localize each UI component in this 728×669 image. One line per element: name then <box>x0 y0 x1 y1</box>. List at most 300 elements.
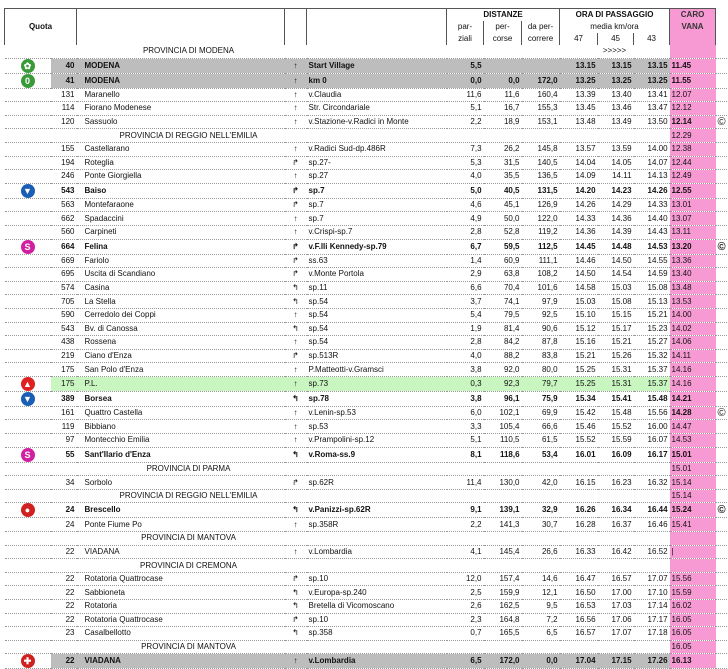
carovana-time: 11.55 <box>670 73 716 88</box>
locality: Borsea <box>77 391 285 406</box>
carovana-time: 14.06 <box>670 336 716 350</box>
road: v.Europa-sp.240 <box>307 586 447 600</box>
km-percorse: 145,4 <box>484 545 522 559</box>
locality: Ciano d'Enza <box>77 349 285 363</box>
km-da-percorrere: 83,8 <box>522 349 560 363</box>
copyright-mark <box>716 225 728 239</box>
time-47: 16.57 <box>560 627 598 641</box>
time-47: 13.57 <box>560 142 598 156</box>
time-45: 16.37 <box>598 518 634 532</box>
timetable <box>4 8 728 669</box>
province-name: PROVINCIA DI MANTOVA <box>5 532 285 546</box>
km-parziali: 0,7 <box>447 627 484 641</box>
copyright-mark <box>716 627 728 641</box>
time-45: 13.25 <box>598 73 634 88</box>
direction-left-icon: ↰ <box>285 503 307 518</box>
sprint-icon: S <box>21 240 35 254</box>
copyright-mark <box>716 654 728 669</box>
copyright-mark: © <box>716 503 728 518</box>
copyright-mark <box>716 268 728 282</box>
province-name: PROVINCIA DI PARMA <box>5 462 285 476</box>
time-45: 13.59 <box>598 142 634 156</box>
icon-cell <box>5 239 51 254</box>
km-parziali: 5,1 <box>447 434 484 448</box>
time-45: 17.15 <box>598 654 634 669</box>
table-row <box>5 349 728 363</box>
time-47: 14.04 <box>560 156 598 170</box>
direction-right-icon: ↱ <box>285 476 307 490</box>
km-da-percorrere <box>522 58 560 73</box>
copyright-mark <box>716 518 728 532</box>
road: km 0 <box>307 73 447 88</box>
time-43: 14.33 <box>634 198 670 212</box>
km-parziali: 11,4 <box>447 476 484 490</box>
table-row <box>5 613 728 627</box>
icon-cell <box>5 545 51 559</box>
carovana-time <box>670 532 716 546</box>
km-da-percorrere: 14,6 <box>522 572 560 586</box>
km-da-percorrere: 160,4 <box>522 88 560 102</box>
time-47: 13.45 <box>560 102 598 116</box>
copyright-mark <box>716 572 728 586</box>
time-45: 14.36 <box>598 212 634 226</box>
carovana-time: 14.16 <box>670 363 716 377</box>
km-percorse: 118,6 <box>484 447 522 462</box>
road: v.Lombardia <box>307 654 447 669</box>
time-45: 16.57 <box>598 572 634 586</box>
time-43: 15.56 <box>634 406 670 420</box>
table-row <box>5 88 728 102</box>
empty-cell <box>285 640 560 654</box>
table-row <box>5 572 728 586</box>
header-percorse-1: per- <box>484 21 522 33</box>
km-da-percorrere: 90,6 <box>522 322 560 336</box>
province-name: PROVINCIA DI CREMONA <box>5 559 285 573</box>
direction-straight-icon: ↑ <box>285 308 307 322</box>
carovana-time: 13.20 <box>670 239 716 254</box>
km-parziali: 2,8 <box>447 336 484 350</box>
road: v.Prampolini-sp.12 <box>307 434 447 448</box>
km-percorse: 50,0 <box>484 212 522 226</box>
time-45: 13.46 <box>598 102 634 116</box>
province-row <box>5 489 728 503</box>
time-45: 15.03 <box>598 281 634 295</box>
direction-straight-icon: ↑ <box>285 545 307 559</box>
copyright-mark <box>716 391 728 406</box>
icon-cell <box>5 654 51 669</box>
table-row <box>5 447 728 462</box>
time-43: 15.32 <box>634 349 670 363</box>
direction-straight-icon: ↑ <box>285 115 307 129</box>
icon-cell <box>5 376 51 391</box>
km-percorse: 164,8 <box>484 613 522 627</box>
icon-cell <box>5 281 51 295</box>
km-percorse: 141,3 <box>484 518 522 532</box>
carovana-time: 14.16 <box>670 376 716 391</box>
carovana-time: 13.48 <box>670 281 716 295</box>
road: v.Stazione-v.Radici in Monte <box>307 115 447 129</box>
time-47: 16.26 <box>560 503 598 518</box>
km-percorse: 16,7 <box>484 102 522 116</box>
carovana-time: 14.53 <box>670 434 716 448</box>
carovana-time: 12.07 <box>670 88 716 102</box>
icon-cell <box>5 212 51 226</box>
icon-cell <box>5 600 51 614</box>
locality: Sassuolo <box>77 115 285 129</box>
time-47: 15.12 <box>560 322 598 336</box>
road: sp.27 <box>307 170 447 184</box>
carovana-time <box>670 45 716 58</box>
quota: 175 <box>51 363 77 377</box>
carovana-time: 12.44 <box>670 156 716 170</box>
copyright-mark <box>716 254 728 268</box>
sponsor-icon: ● <box>21 503 35 517</box>
direction-left-icon: ↰ <box>285 391 307 406</box>
carovana-time: 14.02 <box>670 322 716 336</box>
copyright-mark <box>716 102 728 116</box>
locality: Sant'Ilario d'Enza <box>77 447 285 462</box>
locality: Spadaccini <box>77 212 285 226</box>
table-row <box>5 225 728 239</box>
km-percorse: 79,5 <box>484 308 522 322</box>
km-percorse: 157,4 <box>484 572 522 586</box>
km-da-percorrere: 145,8 <box>522 142 560 156</box>
km-da-percorrere: 0,0 <box>522 654 560 669</box>
road: P.Matteotti-v.Gramsci <box>307 363 447 377</box>
direction-straight-icon: ↑ <box>285 73 307 88</box>
direction-left-icon: ↰ <box>285 600 307 614</box>
locality: San Polo d'Enza <box>77 363 285 377</box>
time-47: 14.09 <box>560 170 598 184</box>
time-47: 13.39 <box>560 88 598 102</box>
carovana-time: 13.40 <box>670 268 716 282</box>
km-parziali: 5,3 <box>447 156 484 170</box>
time-45: 13.40 <box>598 88 634 102</box>
time-43: 15.37 <box>634 376 670 391</box>
time-47: 15.42 <box>560 406 598 420</box>
direction-straight-icon: ↑ <box>285 363 307 377</box>
km-parziali: 4,9 <box>447 212 484 226</box>
copyright-mark <box>716 336 728 350</box>
km-parziali: 2,3 <box>447 613 484 627</box>
time-43: 16.46 <box>634 518 670 532</box>
road: sp.78 <box>307 391 447 406</box>
quota: 574 <box>51 281 77 295</box>
locality: Rotatoria Quattrocase <box>77 613 285 627</box>
km-parziali: 3,3 <box>447 420 484 434</box>
route-timetable <box>4 8 728 669</box>
quota: 194 <box>51 156 77 170</box>
locality: Sabbioneta <box>77 586 285 600</box>
direction-right-icon: ↱ <box>285 572 307 586</box>
icon-cell <box>5 73 51 88</box>
quota: 560 <box>51 225 77 239</box>
time-47: 16.53 <box>560 600 598 614</box>
km-percorse: 81,4 <box>484 322 522 336</box>
km-da-percorrere: 140,5 <box>522 156 560 170</box>
time-45: 15.52 <box>598 420 634 434</box>
table-row <box>5 254 728 268</box>
direction-right-icon: ↱ <box>285 268 307 282</box>
quota: 155 <box>51 142 77 156</box>
copyright-mark <box>716 434 728 448</box>
km-percorse: 84,2 <box>484 336 522 350</box>
copyright-mark <box>716 281 728 295</box>
km-da-percorrere: 79,7 <box>522 376 560 391</box>
direction-note <box>560 640 670 654</box>
table-row <box>5 336 728 350</box>
empty-cell <box>285 45 560 58</box>
copyright-mark <box>716 88 728 102</box>
road: sp.358 <box>307 627 447 641</box>
km-parziali: 7,3 <box>447 142 484 156</box>
quota: 131 <box>51 88 77 102</box>
icon-cell <box>5 183 51 198</box>
time-45: 15.31 <box>598 363 634 377</box>
locality: MODENA <box>77 58 285 73</box>
time-47: 14.45 <box>560 239 598 254</box>
carovana-time: 12.38 <box>670 142 716 156</box>
quota: 695 <box>51 268 77 282</box>
carovana-time <box>670 559 716 573</box>
icon-cell <box>5 363 51 377</box>
province-row <box>5 559 728 573</box>
direction-right-icon: ↱ <box>285 198 307 212</box>
copyright-mark <box>716 142 728 156</box>
km-parziali: 8,1 <box>447 447 484 462</box>
time-43: 14.55 <box>634 254 670 268</box>
time-43: 13.50 <box>634 115 670 129</box>
km-percorse: 92,0 <box>484 363 522 377</box>
km-percorse: 70,4 <box>484 281 522 295</box>
carovana-time: 13.53 <box>670 295 716 309</box>
quota: 22 <box>51 613 77 627</box>
time-47: 16.33 <box>560 545 598 559</box>
locality: Ponte Giorgiella <box>77 170 285 184</box>
road: sp.27- <box>307 156 447 170</box>
locality: Fariolo <box>77 254 285 268</box>
table-row <box>5 654 728 669</box>
km-da-percorrere: 32,9 <box>522 503 560 518</box>
time-47: 15.46 <box>560 420 598 434</box>
start-icon: ✿ <box>21 59 35 73</box>
time-43: 15.13 <box>634 295 670 309</box>
time-47: 14.50 <box>560 268 598 282</box>
icon-cell <box>5 476 51 490</box>
locality: Fiorano Modenese <box>77 102 285 116</box>
km-percorse <box>484 58 522 73</box>
quota: 219 <box>51 349 77 363</box>
spacer <box>716 9 728 46</box>
province-row <box>5 129 728 143</box>
copyright-mark: © <box>716 406 728 420</box>
km-da-percorrere: 69,9 <box>522 406 560 420</box>
icon-cell <box>5 156 51 170</box>
table-row <box>5 420 728 434</box>
copyright-mark <box>716 212 728 226</box>
direction-straight-icon: ↑ <box>285 170 307 184</box>
icon-cell <box>5 225 51 239</box>
copyright-mark <box>716 349 728 363</box>
direction-straight-icon: ↑ <box>285 58 307 73</box>
carovana-time: 13.01 <box>670 198 716 212</box>
time-43: 17.10 <box>634 586 670 600</box>
km-parziali: 5,5 <box>447 58 484 73</box>
carovana-time: 14.00 <box>670 308 716 322</box>
icon-cell <box>5 447 51 462</box>
road: sp.358R <box>307 518 447 532</box>
km-percorse: 26,2 <box>484 142 522 156</box>
time-43: 14.13 <box>634 170 670 184</box>
time-45: 15.41 <box>598 391 634 406</box>
locality: Casina <box>77 281 285 295</box>
road: sp.7 <box>307 183 447 198</box>
km-da-percorrere: 42,0 <box>522 476 560 490</box>
icon-cell <box>5 572 51 586</box>
time-43: 17.07 <box>634 572 670 586</box>
locality: Cerredolo dei Coppi <box>77 308 285 322</box>
time-47: 16.56 <box>560 613 598 627</box>
empty-cell <box>716 559 728 573</box>
icon-cell <box>5 627 51 641</box>
province-row <box>5 532 728 546</box>
province-name: PROVINCIA DI REGGIO NELL'EMILIA <box>5 129 285 143</box>
time-43: 16.32 <box>634 476 670 490</box>
time-43: 14.59 <box>634 268 670 282</box>
km-parziali: 1,4 <box>447 254 484 268</box>
road: v.Radici Sud-dp.486R <box>307 142 447 156</box>
carovana-time: 11.45 <box>670 58 716 73</box>
icon-cell <box>5 170 51 184</box>
km-percorse: 130,0 <box>484 476 522 490</box>
carovana-time: 15.14 <box>670 489 716 503</box>
quota: 114 <box>51 102 77 116</box>
km-parziali: 2,5 <box>447 586 484 600</box>
carovana-time: 15.59 <box>670 586 716 600</box>
table-row <box>5 600 728 614</box>
carovana-time: 16.02 <box>670 600 716 614</box>
road: v.Panizzi-sp.62R <box>307 503 447 518</box>
km-parziali: 4,0 <box>447 170 484 184</box>
locality: VIADANA <box>77 545 285 559</box>
direction-straight-icon: ↑ <box>285 434 307 448</box>
km-da-percorrere: 80,0 <box>522 363 560 377</box>
km-parziali: 2,6 <box>447 600 484 614</box>
carovana-time: 15.01 <box>670 447 716 462</box>
road: v.Monte Portola <box>307 268 447 282</box>
table-row <box>5 518 728 532</box>
locality: Baiso <box>77 183 285 198</box>
time-47: 15.25 <box>560 363 598 377</box>
copyright-mark <box>716 73 728 88</box>
carovana-time: 15.41 <box>670 518 716 532</box>
quota: 23 <box>51 627 77 641</box>
quota: 246 <box>51 170 77 184</box>
km-da-percorrere: 30,7 <box>522 518 560 532</box>
empty-cell <box>716 129 728 143</box>
carovana-time: | <box>670 545 716 559</box>
time-45: 14.29 <box>598 198 634 212</box>
carovana-time: 13.36 <box>670 254 716 268</box>
road: sp.54 <box>307 295 447 309</box>
quota: 389 <box>51 391 77 406</box>
time-45: 13.49 <box>598 115 634 129</box>
time-43: 14.07 <box>634 156 670 170</box>
direction-left-icon: ↰ <box>285 627 307 641</box>
table-row <box>5 503 728 518</box>
copyright-mark <box>716 613 728 627</box>
copyright-mark <box>716 183 728 198</box>
direction-straight-icon: ↑ <box>285 212 307 226</box>
table-row <box>5 102 728 116</box>
icon-cell <box>5 613 51 627</box>
direction-right-icon: ↱ <box>285 349 307 363</box>
direction-straight-icon: ↑ <box>285 225 307 239</box>
header-percorse-2: corse <box>484 33 522 45</box>
quota: 40 <box>51 58 77 73</box>
road: Bretella di Vicomoscano <box>307 600 447 614</box>
icon-cell <box>5 336 51 350</box>
quota: 41 <box>51 73 77 88</box>
km-parziali: 5,1 <box>447 102 484 116</box>
km-percorse: 102,1 <box>484 406 522 420</box>
time-43: 14.43 <box>634 225 670 239</box>
table-row <box>5 198 728 212</box>
time-43: 14.40 <box>634 212 670 226</box>
icon-cell <box>5 102 51 116</box>
table-row <box>5 58 728 73</box>
empty-cell <box>285 129 560 143</box>
copyright-mark <box>716 476 728 490</box>
time-47: 13.15 <box>560 58 598 73</box>
time-43: 13.47 <box>634 102 670 116</box>
km-parziali: 9,1 <box>447 503 484 518</box>
time-47: 15.52 <box>560 434 598 448</box>
locality: Quattro Castella <box>77 406 285 420</box>
table-row <box>5 239 728 254</box>
locality: MODENA <box>77 73 285 88</box>
time-45: 17.03 <box>598 600 634 614</box>
time-43: 15.37 <box>634 363 670 377</box>
icon-cell <box>5 58 51 73</box>
time-47: 17.04 <box>560 654 598 669</box>
time-45: 16.23 <box>598 476 634 490</box>
time-43: 15.27 <box>634 336 670 350</box>
direction-straight-icon: ↑ <box>285 142 307 156</box>
carovana-time: 15.14 <box>670 476 716 490</box>
quota: 34 <box>51 476 77 490</box>
carovana-time: 16.05 <box>670 627 716 641</box>
km-percorse: 63,8 <box>484 268 522 282</box>
road: v.Lombardia <box>307 545 447 559</box>
road: v.Claudia <box>307 88 447 102</box>
direction-straight-icon: ↑ <box>285 420 307 434</box>
direction-straight-icon: ↑ <box>285 406 307 420</box>
province-row <box>5 640 728 654</box>
empty-cell <box>716 640 728 654</box>
km-parziali: 0,0 <box>447 73 484 88</box>
quota: 22 <box>51 654 77 669</box>
direction-left-icon: ↰ <box>285 322 307 336</box>
time-43: 17.18 <box>634 627 670 641</box>
locality: Bv. di Canossa <box>77 322 285 336</box>
km-parziali: 6,7 <box>447 239 484 254</box>
copyright-mark <box>716 156 728 170</box>
km-da-percorrere: 131,5 <box>522 183 560 198</box>
copyright-mark <box>716 363 728 377</box>
carovana-time: 12.12 <box>670 102 716 116</box>
carovana-time: 15.56 <box>670 572 716 586</box>
